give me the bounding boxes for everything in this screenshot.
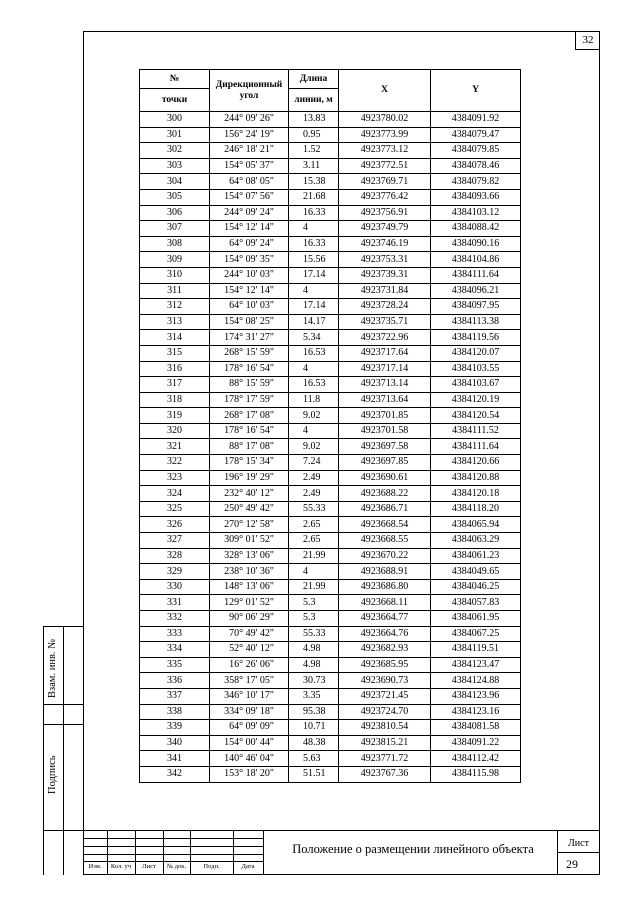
- x-cell: 4923735.71: [339, 314, 431, 330]
- angle-cell: 154° 00' 44": [210, 735, 289, 751]
- point-number-cell: 329: [140, 564, 210, 580]
- y-cell: 4384104.86: [431, 252, 521, 268]
- length-cell: 48.38: [289, 735, 339, 751]
- y-cell: 4384079.85: [431, 143, 521, 159]
- x-cell: 4923721.45: [339, 688, 431, 704]
- left-approval-strip: [43, 626, 83, 875]
- y-cell: 4384065.94: [431, 517, 521, 533]
- y-cell: 4384096.21: [431, 283, 521, 299]
- length-cell: 15.38: [289, 174, 339, 190]
- x-cell: 4923688.91: [339, 564, 431, 580]
- angle-cell: 178° 17' 59": [210, 392, 289, 408]
- y-cell: 4384081.58: [431, 720, 521, 736]
- y-cell: 4384123.16: [431, 704, 521, 720]
- point-number-cell: 330: [140, 579, 210, 595]
- header-y: Y: [431, 70, 521, 112]
- table-row: [140, 377, 521, 393]
- length-cell: 21.99: [289, 579, 339, 595]
- point-number-cell: 313: [140, 314, 210, 330]
- angle-cell: 334° 09' 18": [210, 704, 289, 720]
- angle-cell: 90° 06' 29": [210, 611, 289, 627]
- point-number-cell: 304: [140, 174, 210, 190]
- x-cell: 4923697.85: [339, 455, 431, 471]
- y-cell: 4384061.23: [431, 548, 521, 564]
- table-row: [140, 470, 521, 486]
- y-cell: 4384111.64: [431, 267, 521, 283]
- length-cell: 4.98: [289, 657, 339, 673]
- stamp-col-kol: Кол. уч: [110, 863, 132, 870]
- replace-inventory-label: Взам. инв. №: [47, 638, 58, 698]
- x-cell: 4923731.84: [339, 283, 431, 299]
- point-number-cell: 311: [140, 283, 210, 299]
- table-row: [140, 174, 521, 190]
- point-number-cell: 326: [140, 517, 210, 533]
- point-number-cell: 301: [140, 127, 210, 143]
- x-cell: 4923749.79: [339, 221, 431, 237]
- point-number-cell: 337: [140, 688, 210, 704]
- stamp-col-sign: Подп.: [203, 863, 220, 870]
- header-length-bottom: линии, м: [289, 89, 339, 112]
- x-cell: 4923773.12: [339, 143, 431, 159]
- stamp-col-izm: Изм.: [88, 863, 102, 870]
- table-row: [140, 548, 521, 564]
- table-row: [140, 595, 521, 611]
- length-cell: 17.14: [289, 299, 339, 315]
- table-row: [140, 112, 521, 128]
- point-number-cell: 317: [140, 377, 210, 393]
- angle-cell: 129° 01' 52": [210, 595, 289, 611]
- y-cell: 4384103.55: [431, 361, 521, 377]
- table-row: [140, 517, 521, 533]
- angle-cell: 232° 40' 12": [210, 486, 289, 502]
- table-row: [140, 642, 521, 658]
- length-cell: 2.49: [289, 470, 339, 486]
- point-number-cell: 341: [140, 751, 210, 767]
- point-number-cell: 320: [140, 423, 210, 439]
- length-cell: 5.3: [289, 595, 339, 611]
- table-row: [140, 267, 521, 283]
- stamp-col-doc: № док.: [166, 863, 187, 870]
- x-cell: 4923668.55: [339, 533, 431, 549]
- length-cell: 16.53: [289, 345, 339, 361]
- x-cell: 4923682.93: [339, 642, 431, 658]
- y-cell: 4384103.12: [431, 205, 521, 221]
- length-cell: 2.49: [289, 486, 339, 502]
- y-cell: 4384124.88: [431, 673, 521, 689]
- length-cell: 10.71: [289, 720, 339, 736]
- point-number-cell: 312: [140, 299, 210, 315]
- table-row: [140, 252, 521, 268]
- length-cell: 21.68: [289, 189, 339, 205]
- point-number-cell: 333: [140, 626, 210, 642]
- table-row: [140, 189, 521, 205]
- stamp-col-list: Лист: [142, 863, 156, 870]
- x-cell: 4923815.21: [339, 735, 431, 751]
- table-row: [140, 423, 521, 439]
- point-number-cell: 327: [140, 533, 210, 549]
- y-cell: 4384088.42: [431, 221, 521, 237]
- point-number-cell: 332: [140, 611, 210, 627]
- y-cell: 4384078.46: [431, 158, 521, 174]
- length-cell: 5.34: [289, 330, 339, 346]
- x-cell: 4923746.19: [339, 236, 431, 252]
- y-cell: 4384091.92: [431, 112, 521, 128]
- table-row: [140, 143, 521, 159]
- x-cell: 4923717.14: [339, 361, 431, 377]
- y-cell: 4384118.20: [431, 501, 521, 517]
- point-number-cell: 308: [140, 236, 210, 252]
- angle-cell: 154° 05' 37": [210, 158, 289, 174]
- y-cell: 4384120.19: [431, 392, 521, 408]
- y-cell: 4384120.54: [431, 408, 521, 424]
- point-number-cell: 316: [140, 361, 210, 377]
- angle-cell: 244° 09' 24": [210, 205, 289, 221]
- x-cell: 4923771.72: [339, 751, 431, 767]
- angle-cell: 88° 17' 08": [210, 439, 289, 455]
- angle-cell: 246° 18' 21": [210, 143, 289, 159]
- x-cell: 4923773.99: [339, 127, 431, 143]
- point-number-cell: 306: [140, 205, 210, 221]
- table-row: [140, 766, 521, 782]
- angle-cell: 244° 09' 26": [210, 112, 289, 128]
- length-cell: 5.63: [289, 751, 339, 767]
- point-number-cell: 328: [140, 548, 210, 564]
- table-row: [140, 626, 521, 642]
- table-row: [140, 579, 521, 595]
- x-cell: 4923670.22: [339, 548, 431, 564]
- angle-cell: 64° 10' 03": [210, 299, 289, 315]
- length-cell: 9.02: [289, 439, 339, 455]
- point-number-cell: 315: [140, 345, 210, 361]
- angle-cell: 178° 16' 54": [210, 423, 289, 439]
- point-number-cell: 321: [140, 439, 210, 455]
- table-row: [140, 127, 521, 143]
- y-cell: 4384115.98: [431, 766, 521, 782]
- length-cell: 2.65: [289, 533, 339, 549]
- point-number-cell: 336: [140, 673, 210, 689]
- y-cell: 4384046.25: [431, 579, 521, 595]
- y-cell: 4384111.52: [431, 423, 521, 439]
- table-row: [140, 330, 521, 346]
- table-row: [140, 205, 521, 221]
- angle-cell: 309° 01' 52": [210, 533, 289, 549]
- point-number-cell: 331: [140, 595, 210, 611]
- y-cell: 4384079.82: [431, 174, 521, 190]
- x-cell: 4923722.96: [339, 330, 431, 346]
- length-cell: 3.35: [289, 688, 339, 704]
- page-number: 32: [575, 32, 600, 50]
- table-row: [140, 299, 521, 315]
- angle-cell: 52° 40' 12": [210, 642, 289, 658]
- length-cell: 16.53: [289, 377, 339, 393]
- x-cell: 4923688.22: [339, 486, 431, 502]
- point-number-cell: 340: [140, 735, 210, 751]
- angle-cell: 178° 15' 34": [210, 455, 289, 471]
- angle-cell: 346° 10' 17": [210, 688, 289, 704]
- length-cell: 4: [289, 361, 339, 377]
- table-row: [140, 486, 521, 502]
- point-number-cell: 305: [140, 189, 210, 205]
- angle-cell: 64° 09' 09": [210, 720, 289, 736]
- table-row: [140, 673, 521, 689]
- x-cell: 4923713.14: [339, 377, 431, 393]
- table-row: [140, 501, 521, 517]
- signature-label: Подпись: [47, 755, 58, 794]
- table-row: [140, 688, 521, 704]
- length-cell: 55.33: [289, 501, 339, 517]
- length-cell: 17.14: [289, 267, 339, 283]
- x-cell: 4923739.31: [339, 267, 431, 283]
- angle-cell: 238° 10' 36": [210, 564, 289, 580]
- table-row: [140, 221, 521, 237]
- x-cell: 4923701.58: [339, 423, 431, 439]
- table-row: [140, 735, 521, 751]
- angle-cell: 154° 07' 56": [210, 189, 289, 205]
- length-cell: 95.38: [289, 704, 339, 720]
- table-row: [140, 751, 521, 767]
- x-cell: 4923728.24: [339, 299, 431, 315]
- length-cell: 4: [289, 564, 339, 580]
- x-cell: 4923753.31: [339, 252, 431, 268]
- y-cell: 4384079.47: [431, 127, 521, 143]
- point-number-cell: 310: [140, 267, 210, 283]
- y-cell: 4384120.88: [431, 470, 521, 486]
- angle-cell: 156° 24' 19": [210, 127, 289, 143]
- point-number-cell: 324: [140, 486, 210, 502]
- length-cell: 55.33: [289, 626, 339, 642]
- angle-cell: 16° 26' 06": [210, 657, 289, 673]
- angle-cell: 154° 12' 14": [210, 221, 289, 237]
- x-cell: 4923686.80: [339, 579, 431, 595]
- length-cell: 13.83: [289, 112, 339, 128]
- y-cell: 4384097.95: [431, 299, 521, 315]
- y-cell: 4384111.64: [431, 439, 521, 455]
- length-cell: 16.33: [289, 205, 339, 221]
- table-row: [140, 720, 521, 736]
- x-cell: 4923701.85: [339, 408, 431, 424]
- point-number-cell: 307: [140, 221, 210, 237]
- length-cell: 14.17: [289, 314, 339, 330]
- length-cell: 2.65: [289, 517, 339, 533]
- length-cell: 3.11: [289, 158, 339, 174]
- header-angle: Дирекционный угол: [210, 70, 289, 112]
- point-number-cell: 309: [140, 252, 210, 268]
- y-cell: 4384120.66: [431, 455, 521, 471]
- x-cell: 4923664.77: [339, 611, 431, 627]
- angle-cell: 140° 46' 04": [210, 751, 289, 767]
- point-number-cell: 335: [140, 657, 210, 673]
- y-cell: 4384120.07: [431, 345, 521, 361]
- length-cell: 4: [289, 221, 339, 237]
- angle-cell: 244° 10' 03": [210, 267, 289, 283]
- y-cell: 4384063.29: [431, 533, 521, 549]
- table-row: [140, 564, 521, 580]
- point-number-cell: 314: [140, 330, 210, 346]
- angle-cell: 268° 17' 08": [210, 408, 289, 424]
- length-cell: 9.02: [289, 408, 339, 424]
- length-cell: 16.33: [289, 236, 339, 252]
- x-cell: 4923690.73: [339, 673, 431, 689]
- length-cell: 15.56: [289, 252, 339, 268]
- document-title: Положение о размещении линейного объекта: [292, 842, 534, 856]
- point-number-cell: 300: [140, 112, 210, 128]
- x-cell: 4923697.58: [339, 439, 431, 455]
- length-cell: 1.52: [289, 143, 339, 159]
- length-cell: 30.73: [289, 673, 339, 689]
- angle-cell: 270° 12' 58": [210, 517, 289, 533]
- length-cell: 4: [289, 423, 339, 439]
- length-cell: 0.95: [289, 127, 339, 143]
- length-cell: 7.24: [289, 455, 339, 471]
- point-number-cell: 322: [140, 455, 210, 471]
- angle-cell: 178° 16' 54": [210, 361, 289, 377]
- table-row: [140, 345, 521, 361]
- header-length-top: Длина: [289, 70, 339, 89]
- angle-cell: 196° 19' 29": [210, 470, 289, 486]
- point-number-cell: 303: [140, 158, 210, 174]
- y-cell: 4384061.95: [431, 611, 521, 627]
- x-cell: 4923767.36: [339, 766, 431, 782]
- x-cell: 4923776.42: [339, 189, 431, 205]
- x-cell: 4923668.11: [339, 595, 431, 611]
- length-cell: 4: [289, 283, 339, 299]
- length-cell: 21.99: [289, 548, 339, 564]
- angle-cell: 154° 12' 14": [210, 283, 289, 299]
- header-num-bottom: точки: [140, 89, 210, 112]
- angle-cell: 148° 13' 06": [210, 579, 289, 595]
- angle-cell: 250° 49' 42": [210, 501, 289, 517]
- point-number-cell: 323: [140, 470, 210, 486]
- table-row: [140, 611, 521, 627]
- angle-cell: 174° 31' 27": [210, 330, 289, 346]
- angle-cell: 88° 15' 59": [210, 377, 289, 393]
- x-cell: 4923780.02: [339, 112, 431, 128]
- x-cell: 4923686.71: [339, 501, 431, 517]
- x-cell: 4923724.70: [339, 704, 431, 720]
- y-cell: 4384119.51: [431, 642, 521, 658]
- length-cell: 5.3: [289, 611, 339, 627]
- table-row: [140, 158, 521, 174]
- table-row: [140, 314, 521, 330]
- y-cell: 4384103.67: [431, 377, 521, 393]
- stamp-col-date: Дата: [241, 863, 255, 870]
- x-cell: 4923713.64: [339, 392, 431, 408]
- y-cell: 4384120.18: [431, 486, 521, 502]
- y-cell: 4384123.96: [431, 688, 521, 704]
- title-block: [83, 830, 600, 875]
- y-cell: 4384091.22: [431, 735, 521, 751]
- x-cell: 4923717.64: [339, 345, 431, 361]
- point-number-cell: 318: [140, 392, 210, 408]
- table-row: [140, 236, 521, 252]
- table-row: [140, 392, 521, 408]
- table-row: [140, 704, 521, 720]
- point-number-cell: 334: [140, 642, 210, 658]
- y-cell: 4384113.38: [431, 314, 521, 330]
- y-cell: 4384119.56: [431, 330, 521, 346]
- table-row: [140, 361, 521, 377]
- sheet-number: 29: [566, 857, 578, 871]
- point-number-cell: 319: [140, 408, 210, 424]
- point-number-cell: 342: [140, 766, 210, 782]
- coordinates-table: [139, 69, 521, 783]
- angle-cell: 268° 15' 59": [210, 345, 289, 361]
- table-row: [140, 657, 521, 673]
- x-cell: 4923756.91: [339, 205, 431, 221]
- y-cell: 4384090.16: [431, 236, 521, 252]
- angle-cell: 153° 18' 20": [210, 766, 289, 782]
- angle-cell: 154° 09' 35": [210, 252, 289, 268]
- x-cell: 4923690.61: [339, 470, 431, 486]
- x-cell: 4923664.76: [339, 626, 431, 642]
- point-number-cell: 338: [140, 704, 210, 720]
- angle-cell: 64° 08' 05": [210, 174, 289, 190]
- x-cell: 4923810.54: [339, 720, 431, 736]
- table-row: [140, 455, 521, 471]
- angle-cell: 154° 08' 25": [210, 314, 289, 330]
- y-cell: 4384067.25: [431, 626, 521, 642]
- length-cell: 11.8: [289, 392, 339, 408]
- angle-cell: 64° 09' 24": [210, 236, 289, 252]
- angle-cell: 70° 49' 42": [210, 626, 289, 642]
- table-row: [140, 408, 521, 424]
- sheet-label: Лист: [568, 838, 589, 849]
- y-cell: 4384049.65: [431, 564, 521, 580]
- point-number-cell: 325: [140, 501, 210, 517]
- angle-cell: 358° 17' 05": [210, 673, 289, 689]
- y-cell: 4384112.42: [431, 751, 521, 767]
- x-cell: 4923685.95: [339, 657, 431, 673]
- y-cell: 4384093.66: [431, 189, 521, 205]
- y-cell: 4384057.83: [431, 595, 521, 611]
- header-x: X: [339, 70, 431, 112]
- point-number-cell: 339: [140, 720, 210, 736]
- angle-cell: 328° 13' 06": [210, 548, 289, 564]
- length-cell: 51.51: [289, 766, 339, 782]
- x-cell: 4923769.71: [339, 174, 431, 190]
- length-cell: 4.98: [289, 642, 339, 658]
- table-row: [140, 533, 521, 549]
- table-row: [140, 283, 521, 299]
- header-num-top: №: [140, 70, 210, 89]
- x-cell: 4923772.51: [339, 158, 431, 174]
- point-number-cell: 302: [140, 143, 210, 159]
- table-row: [140, 439, 521, 455]
- y-cell: 4384123.47: [431, 657, 521, 673]
- x-cell: 4923668.54: [339, 517, 431, 533]
